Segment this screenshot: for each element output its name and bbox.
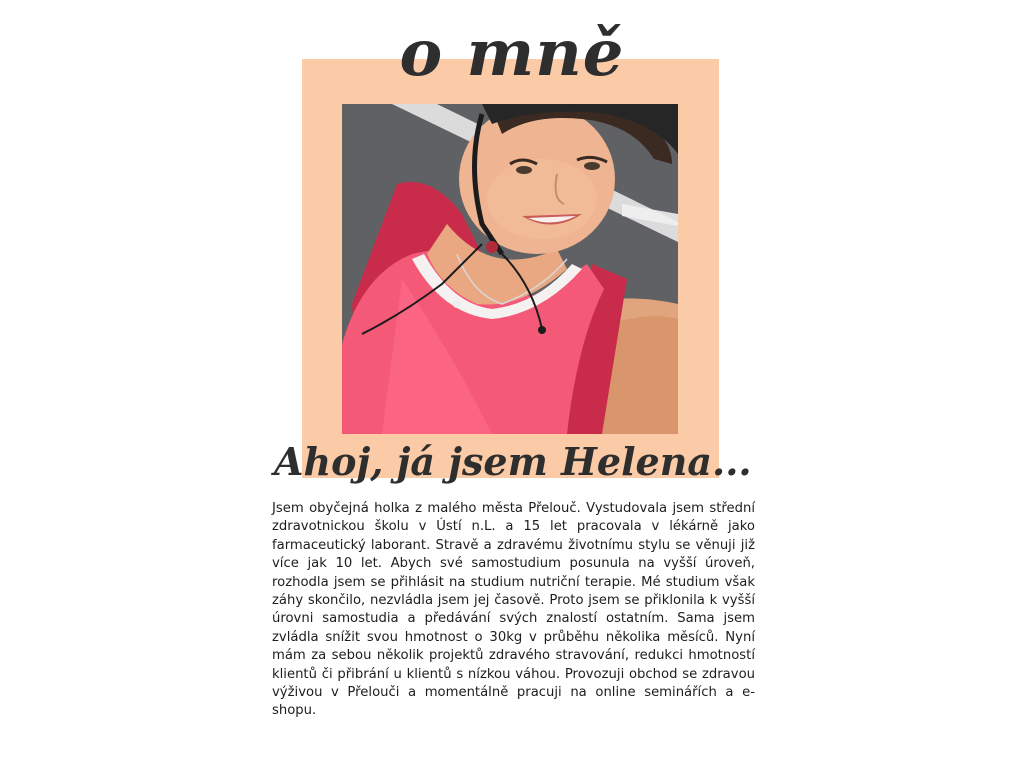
selfie-portrait-icon — [342, 104, 678, 434]
bio-paragraph: Jsem obyčejná holka z malého města Přelouč. Vystudovala jsem střední zdravotnickou školu v Ústí n.L. a 15 let pracovala v lékárně jako farmaceutický laborant. Stravě a zdravému životnímu stylu se věnuji již více jak 10 let. Abych své samostudium posunula na vyšší úroveň, rozhodla jsem se přihlásit na studium nutriční terapie. Mé studium však záhy skončilo, nezvládla jsem jej časově. Proto jsem se přiklonila k vyšší úrovni samostudia a předávání svých znalostí ostatním. Sama jsem zvládla snížit svou hmotnost o 30kg v průběhu několika měsíců. Nyní mám za sebou několik projektů zdravého stravování, redukci hmotností klientů či přibrání u klientů s nízkou váhou. Provozuji obchod se zdravou výživou v Přelouči a momentálně pracuji na online seminářích a e-shopu. — [272, 501, 755, 719]
page-title: o mně — [399, 16, 625, 91]
greeting-heading: Ahoj, já jsem Helena... — [274, 439, 752, 484]
profile-photo — [342, 104, 678, 434]
